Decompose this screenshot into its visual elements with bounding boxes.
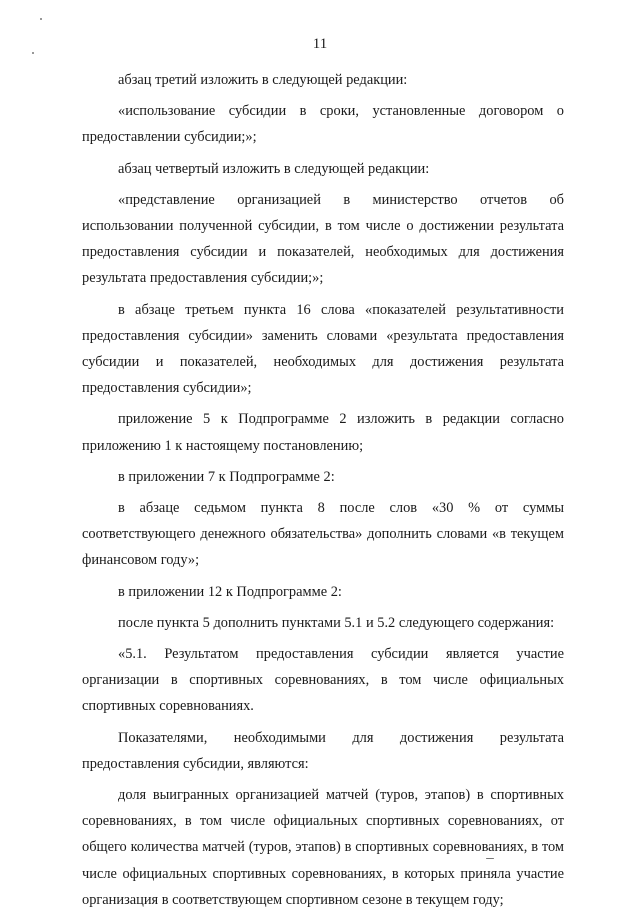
paragraph: «5.1. Результатом предоставления субсидии является участие организации в спортивных соревнованиях, в том числе официальных спортивных соревнованиях. [82,646,564,715]
paragraph: абзац четвертый изложить в следующей редакции: [118,160,430,177]
paragraph: приложение 5 к Подпрограмме 2 изложить в редакции согласно приложению 1 к настоящему постановлению; [82,411,564,454]
document-body [82,67,564,918]
paragraph: после пункта 5 дополнить пунктами 5.1 и 5.2 следующего содержания: [118,614,555,631]
page-number: 11 [312,36,328,52]
paragraph: абзац третий изложить в следующей редакции: [118,72,408,88]
paragraph: в приложении 12 к Подпрограмме 2: [118,583,342,600]
paragraph: «использование субсидии в сроки, установленные договором о предоставлении субсидии;»; [82,103,564,146]
paragraph: в абзаце седьмом пункта 8 после слов «30 % от суммы соответствующего денежного обязательства» дополнить словами «в текущем финансовом году»; [82,500,564,569]
paragraph: «представление организацией в министерство отчетов об использовании полученной субсидии, в том числе о достижении результата предоставления субсидии и показателей, необходимых для достижения результата предоставления субсидии;»; [82,191,564,287]
paragraph: доля выигранных организацией матчей (туров, этапов) в спортивных соревнованиях, в том числе официальных спортивных соревнованиях, от общего количества матчей (туров, этапов) в спортивных соревнованиях, в том числе официальных спортивных соревнованиях, в которых приняла участие организация в соответствующем спортивном сезоне в текущем году; [82,787,564,908]
paragraph: Показателями, необходимыми для достижения результата предоставления субсидии, являются: [82,729,564,772]
scan-speck [40,18,42,20]
paragraph: в приложении 7 к Подпрограмме 2: [118,468,335,485]
paragraph: в абзаце третьем пункта 16 слова «показателей результативности предоставления субсидии» заменить словами «результата предоставления субсидии и показателей, необходимых для достижения результата предоставления субсидии»; [82,301,564,397]
